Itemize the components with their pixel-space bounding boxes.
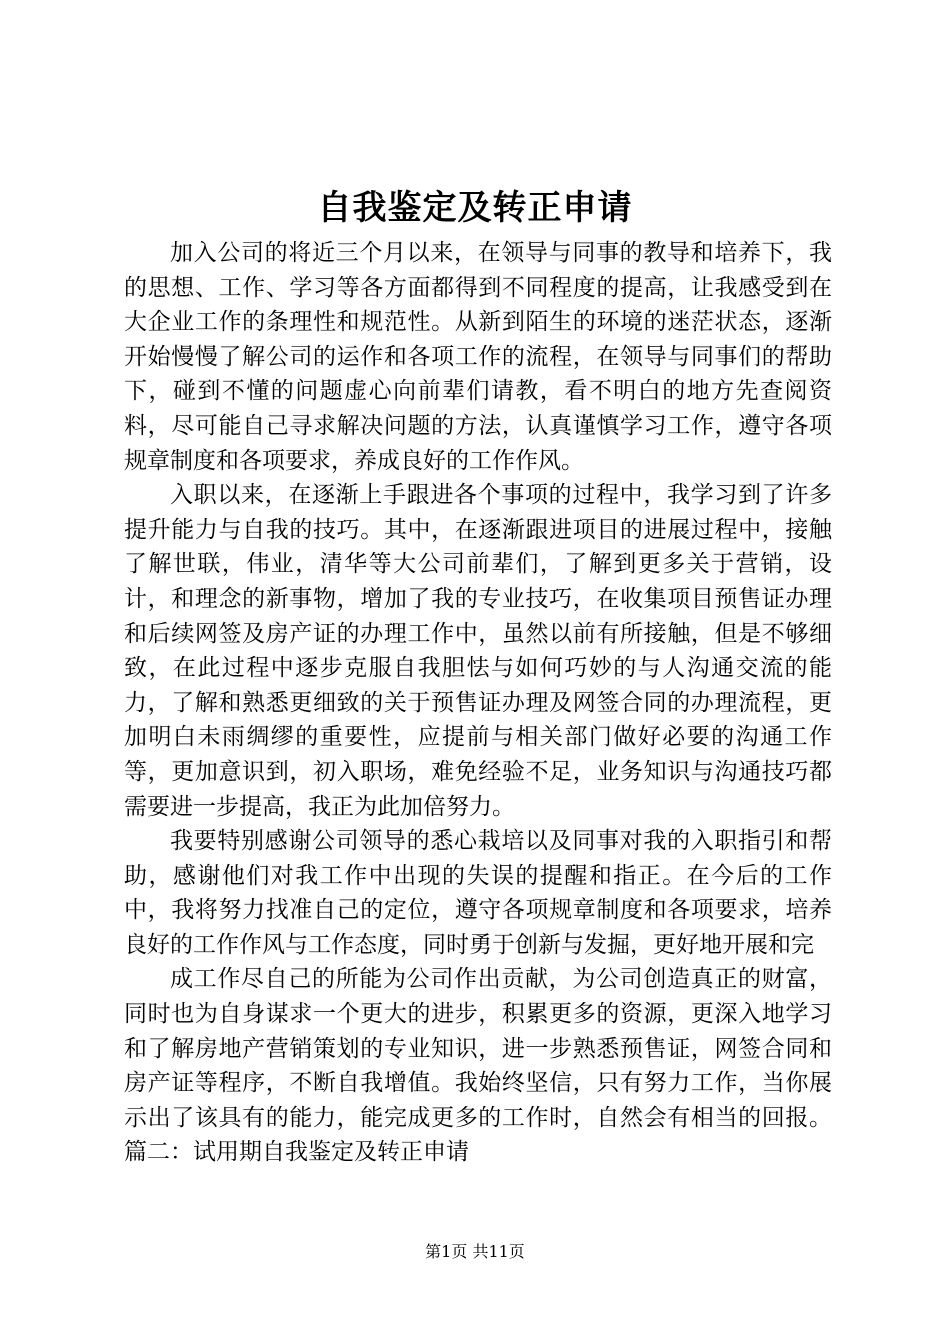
- paragraph-2: 入职以来，在逐渐上手跟进各个事项的过程中，我学习到了许多提升能力与自我的技巧。其中，在逐渐跟进项目的进展过程中，接触了解世联，伟业，清华等大公司前辈们，了解到更多关于营销，设计，和理念的新事物，增加了我的专业技巧，在收集项目预售证办理和后续网签及房产证的办理工作中，虽然以前有所接触，但是不够细致，在此过程中逐步克服自我胆怯与如何巧妙的与人沟通交流的能力，了解和熟悉更细致的关于预售证办理及网签合同的办理流程，更加明白未雨绸缪的重要性，应提前与相关部门做好必要的沟通工作等，更加意识到，初入职场，难免经验不足，业务知识与沟通技巧都需要进一步提高，我正为此加倍努力。: [124, 482, 832, 820]
- page-footer: 第1页 共11页: [425, 1242, 525, 1261]
- document-title: 自我鉴定及转正申请: [317, 188, 633, 228]
- document-body: [124, 236, 832, 1170]
- paragraph-4: 成工作尽自己的所能为公司作出贡献，为公司创造真正的财富，同时也为自身谋求一个更大的进步，积累更多的资源，更深入地学习和了解房地产营销策划的专业知识，进一步熟悉预售证，网签合同和房产证等程序，不断自我增值。我始终坚信，只有努力工作，当你展示出了该具有的能力，能完成更多的工作时，自然会有相当的回报。篇二：试用期自我鉴定及转正申请: [124, 966, 832, 1166]
- paragraph-1: 加入公司的将近三个月以来，在领导与同事的教导和培养下，我的思想、工作、学习等各方面都得到不同程度的提高，让我感受到在大企业工作的条理性和规范性。从新到陌生的环境的迷茫状态，逐渐开始慢慢了解公司的运作和各项工作的流程，在领导与同事们的帮助下，碰到不懂的问题虚心向前辈们请教，看不明白的地方先查阅资料，尽可能自己寻求解决问题的方法，认真谨慎学习工作，遵守各项规章制度和各项要求，养成良好的工作作风。: [124, 240, 832, 474]
- paragraph-3: 我要特别感谢公司领导的悉心栽培以及同事对我的入职指引和帮助，感谢他们对我工作中出现的失误的提醒和指正。在今后的工作中，我将努力找准自己的定位，遵守各项规章制度和各项要求，培养良好的工作作风与工作态度，同时勇于创新与发掘，更好地开展和完: [124, 828, 832, 958]
